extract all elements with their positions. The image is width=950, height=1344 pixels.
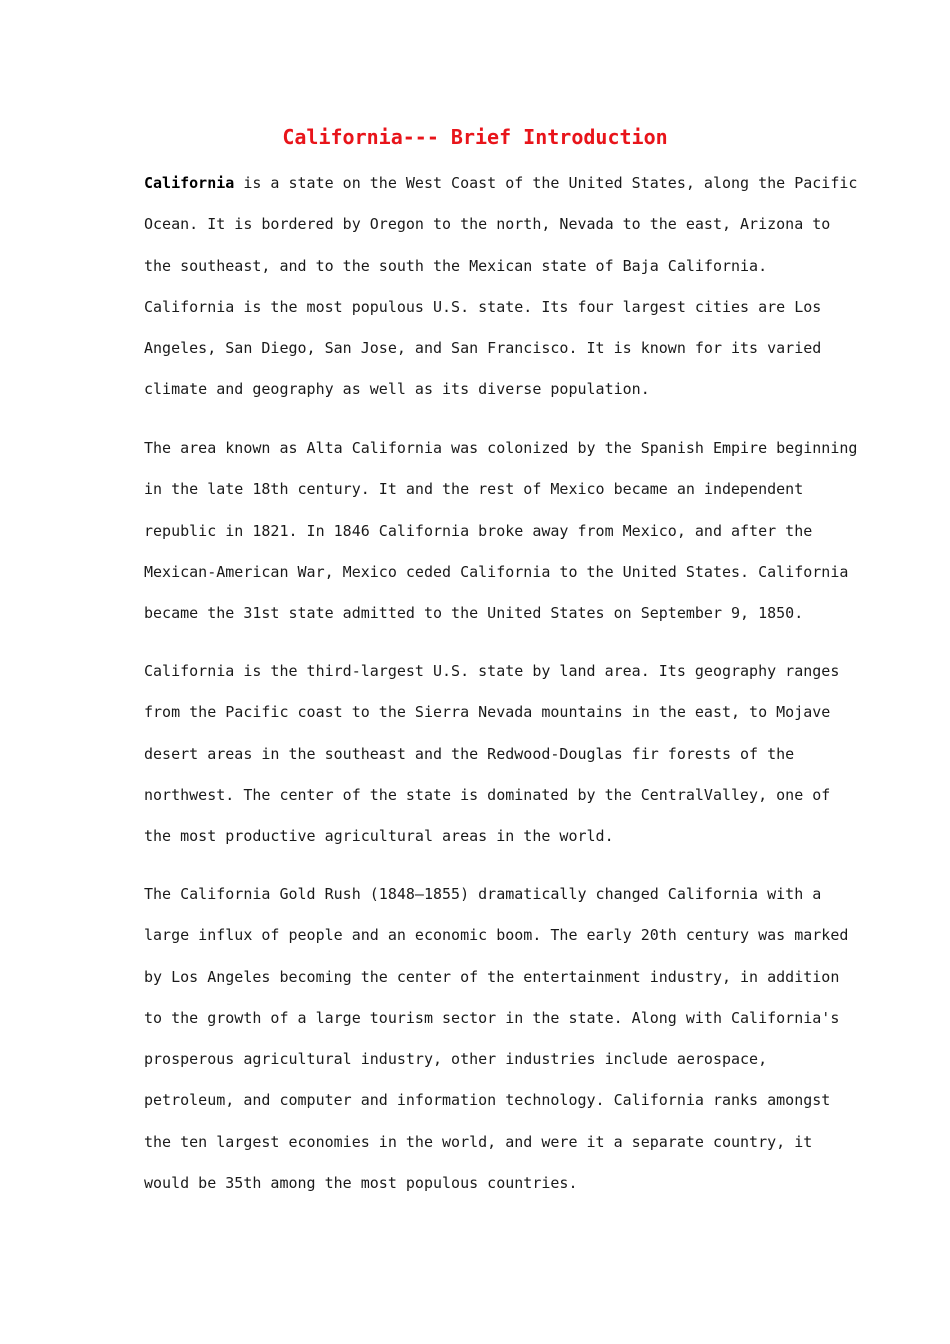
paragraph-line: to the growth of a large tourism sector in the state. Along with California's	[144, 1008, 840, 1027]
paragraph-line: the most productive agricultural areas in the world.	[144, 827, 614, 846]
paragraph-3	[144, 651, 840, 857]
paragraph-line: would be 35th among the most populous countries.	[144, 1174, 578, 1193]
paragraph-line: The California Gold Rush (1848–1855) dramatically changed California with a	[144, 885, 822, 903]
paragraph-line: California is a state on the West Coast of the United States, along the Pacific	[144, 174, 858, 192]
paragraph-line: the southeast, and to the south the Mexican state of Baja California.	[144, 256, 768, 275]
paragraph-line: prosperous agricultural industry, other industries include aerospace,	[144, 1050, 768, 1069]
document-title: California--- Brief Introduction	[282, 125, 668, 149]
paragraph-line: by Los Angeles becoming the center of the entertainment industry, in addition	[144, 967, 840, 986]
paragraph-line: republic in 1821. In 1846 California broke away from Mexico, and after the	[144, 521, 813, 540]
paragraph-4	[144, 874, 849, 1204]
paragraph-line: in the late 18th century. It and the rest of Mexico became an independent	[144, 480, 804, 499]
paragraph-line: from the Pacific coast to the Sierra Nevada mountains in the east, to Mojave	[144, 703, 831, 722]
paragraph-line: the ten largest economies in the world, and were it a separate country, it	[144, 1132, 813, 1151]
paragraph-line: California is the most populous U.S. state. Its four largest cities are Los	[144, 297, 822, 316]
paragraph-line: Mexican-American War, Mexico ceded California to the United States. California	[144, 562, 849, 581]
paragraph-line: California is the third-largest U.S. state by land area. Its geography ranges	[144, 662, 840, 680]
paragraph-2	[144, 428, 858, 634]
paragraph-line: climate and geography as well as its diverse population.	[144, 380, 650, 399]
paragraph-line: Ocean. It is bordered by Oregon to the north, Nevada to the east, Arizona to	[144, 215, 831, 234]
paragraph-line: petroleum, and computer and information technology. California ranks amongst	[144, 1091, 831, 1110]
paragraph-line: desert areas in the southeast and the Redwood-Douglas fir forests of the	[144, 744, 795, 763]
lead-term: California	[144, 174, 235, 192]
paragraph-line: became the 31st state admitted to the United States on September 9, 1850.	[144, 604, 804, 623]
paragraph-line: Angeles, San Diego, San Jose, and San Francisco. It is known for its varied	[144, 339, 822, 358]
paragraph-line: northwest. The center of the state is dominated by the CentralValley, one of	[144, 785, 831, 804]
paragraph-1	[144, 163, 858, 411]
paragraph-line: The area known as Alta California was colonized by the Spanish Empire beginning	[144, 439, 858, 457]
paragraph-line: large influx of people and an economic boom. The early 20th century was marked	[144, 926, 849, 945]
